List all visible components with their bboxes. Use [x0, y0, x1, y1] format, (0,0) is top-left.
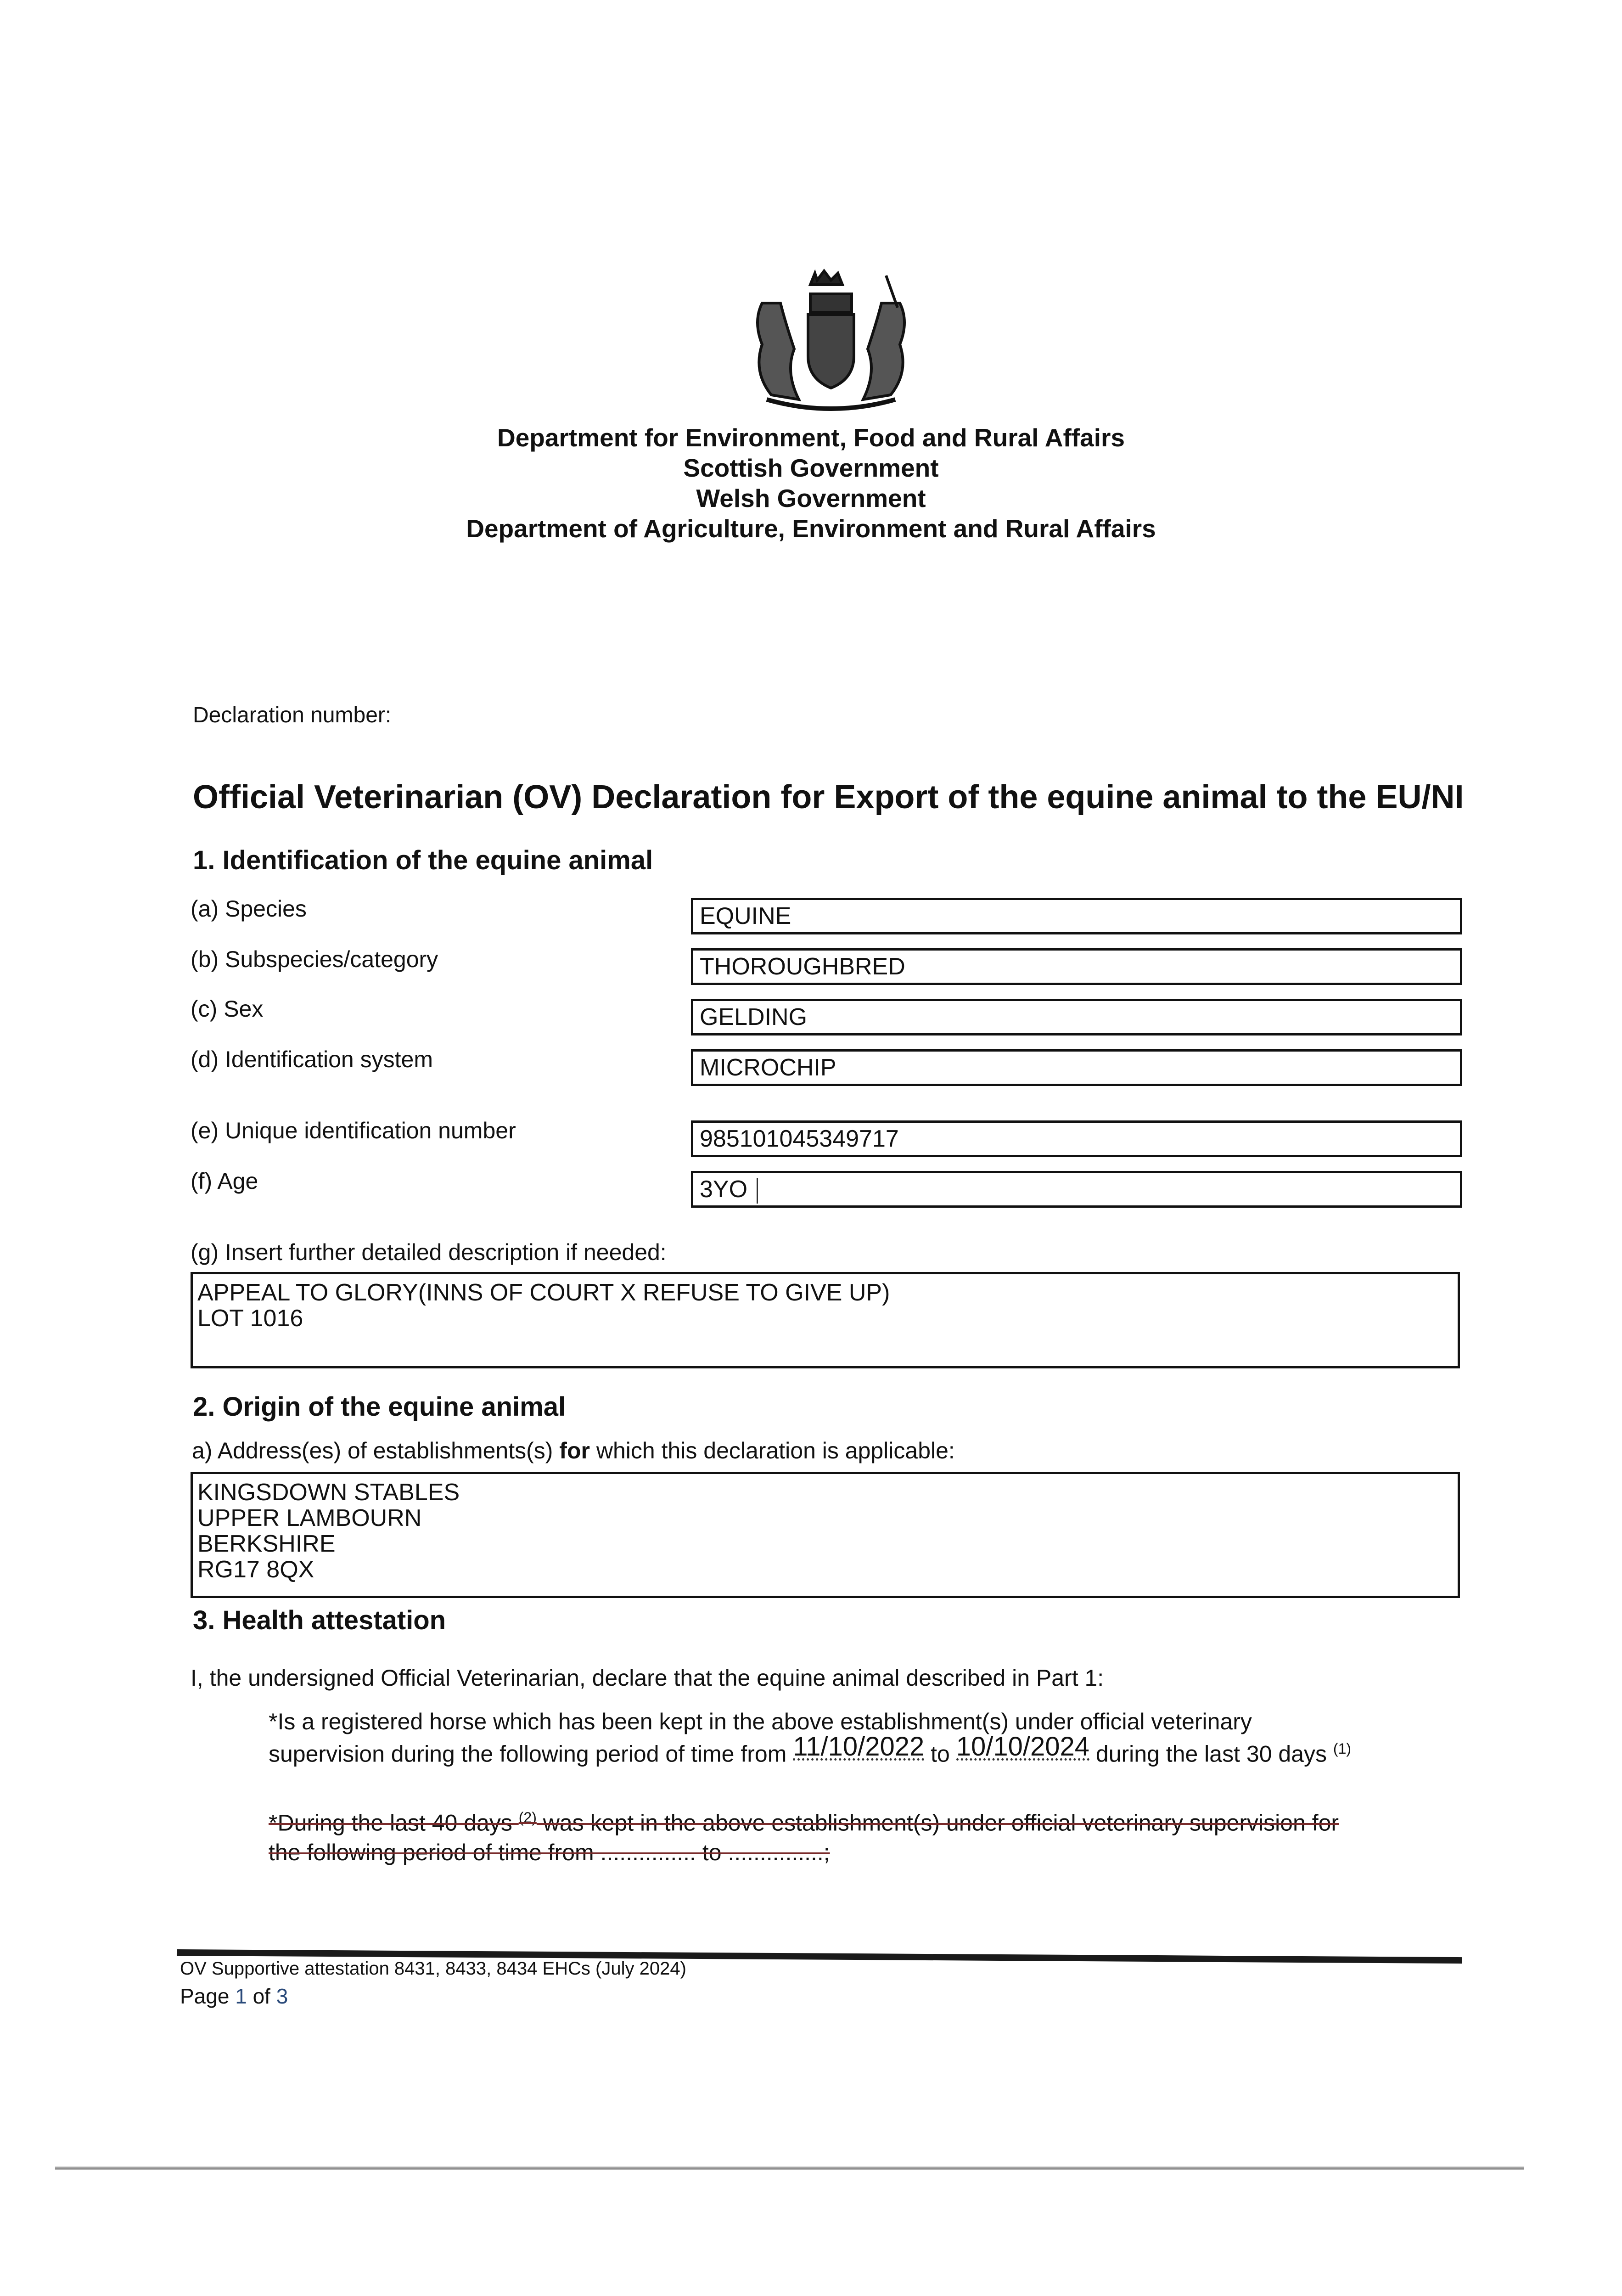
page-of: of	[247, 1984, 276, 2008]
section-2-heading: 2. Origin of the equine animal	[193, 1392, 566, 1422]
section-1-heading: 1. Identification of the equine animal	[193, 845, 653, 875]
text-cursor	[757, 1178, 758, 1204]
age-label: (f) Age	[191, 1168, 258, 1194]
identification-system-field[interactable]: MICROCHIP	[691, 1049, 1462, 1086]
subspecies-label: (b) Subspecies/category	[191, 946, 438, 972]
issuing-departments	[0, 422, 1622, 544]
sex-field[interactable]: GELDING	[691, 999, 1462, 1035]
page-title: Official Veterinarian (OV) Declaration for Export of the equine animal to the EU/NI	[193, 779, 1464, 816]
attestation-option-2-line-2-struck: the following period of time from ............... to ...............;	[269, 1840, 830, 1865]
date-from-field[interactable]: 11/10/2022	[793, 1731, 925, 1761]
address-line-4: RG17 8QX	[197, 1556, 314, 1583]
age-value: 3YO	[700, 1176, 748, 1203]
address-line-1: KINGSDOWN STABLES	[197, 1479, 460, 1506]
establishment-address-field[interactable]	[191, 1472, 1460, 1598]
page-total: 3	[276, 1984, 288, 2008]
attestation-option-1-line-2	[269, 1731, 1352, 1767]
royal-coat-of-arms-icon	[735, 266, 927, 418]
scan-edge-divider	[55, 2167, 1524, 2170]
address-label-bold: for	[559, 1438, 590, 1463]
option-2-text: *During the last 40 days	[269, 1810, 519, 1836]
description-line-1: APPEAL TO GLORY(INNS OF COURT X REFUSE TO GIVE UP)	[197, 1279, 890, 1306]
footnote-1-ref: (1)	[1333, 1740, 1352, 1757]
page-current: 1	[235, 1984, 247, 2008]
address-label-text: a) Address(es) of establishments(s)	[192, 1438, 560, 1463]
option-1-to-text: to	[924, 1741, 956, 1767]
description-line-2: LOT 1016	[197, 1305, 303, 1332]
department-daera: Department of Agriculture, Environment and Rural Affairs	[466, 514, 1156, 543]
unique-id-field[interactable]: 985101045349717	[691, 1120, 1462, 1157]
description-label: (g) Insert further detailed description if needed:	[191, 1239, 667, 1265]
section-3-heading: 3. Health attestation	[193, 1605, 446, 1635]
identification-system-label: (d) Identification system	[191, 1047, 433, 1072]
department-scottish-government: Scottish Government	[683, 454, 939, 482]
unique-id-label: (e) Unique identification number	[191, 1118, 516, 1143]
option-1-text: supervision during the following period of time from	[269, 1741, 793, 1767]
footnote-2-ref: (2)	[518, 1809, 537, 1826]
option-1-suffix: during the last 30 days	[1089, 1741, 1333, 1767]
option-2-text-end: was kept in the above establishment(s) under official veterinary supervision for	[536, 1810, 1339, 1836]
attestation-intro: I, the undersigned Official Veterinarian, declare that the equine animal described in Part 1:	[191, 1665, 1104, 1691]
attestation-option-1-line-1: *Is a registered horse which has been kept in the above establishment(s) under official veterinary	[269, 1709, 1252, 1734]
address-label	[192, 1437, 955, 1464]
sex-label: (c) Sex	[191, 996, 264, 1022]
address-line-3: BERKSHIRE	[197, 1531, 336, 1557]
page-prefix: Page	[180, 1984, 236, 2008]
page-indicator	[180, 1984, 288, 2009]
footer-reference: OV Supportive attestation 8431, 8433, 8434 EHCs (July 2024)	[180, 1958, 686, 1979]
address-line-2: UPPER LAMBOURN	[197, 1505, 422, 1531]
department-welsh-government: Welsh Government	[696, 484, 926, 512]
age-field[interactable]	[691, 1171, 1462, 1208]
declaration-number	[193, 703, 391, 728]
address-label-text-end: which this declaration is applicable:	[589, 1438, 955, 1463]
attestation-option-2-line-1-struck	[269, 1809, 1339, 1836]
subspecies-field[interactable]: THOROUGHBRED	[691, 948, 1462, 985]
description-field[interactable]	[191, 1272, 1460, 1368]
department-defra: Department for Environment, Food and Rural Affairs	[497, 423, 1125, 452]
species-field[interactable]: EQUINE	[691, 898, 1462, 934]
date-to-field[interactable]: 10/10/2024	[956, 1731, 1090, 1761]
declaration-number-label: Declaration number:	[193, 703, 392, 727]
species-label: (a) Species	[191, 896, 307, 922]
